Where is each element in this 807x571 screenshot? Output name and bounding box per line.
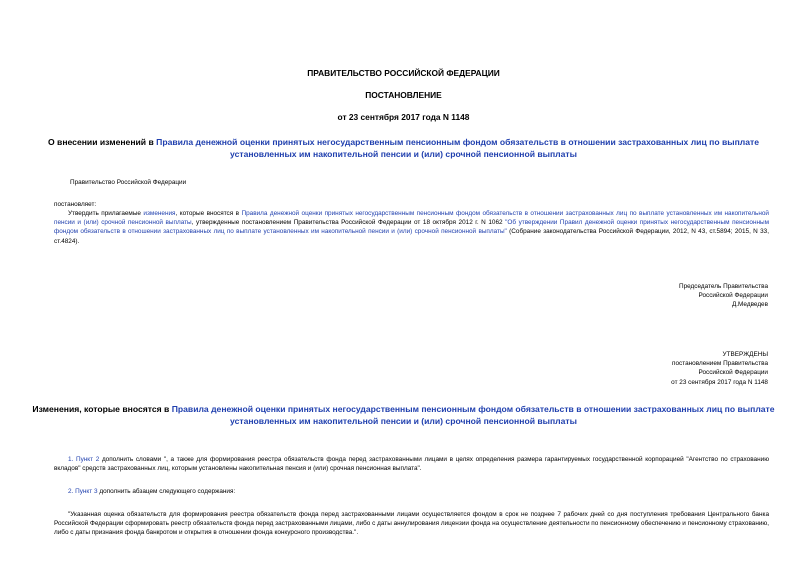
document-date: от 23 сентября 2017 года N 1148 xyxy=(337,112,470,122)
issuer: Правительство Российской Федерации xyxy=(70,179,187,186)
title-prefix: О внесении изменений в xyxy=(47,137,157,147)
p1-text-a: Утвердить прилагаемые xyxy=(68,210,144,217)
item1-text: дополнить словами ", а также для формирования реестра обязательств фонда перед застрахованными лицами в целях определения размера гарантируемых государственной корпорацией "Агентство по страхованию вкладов" средств застрахованных лиц, которым установлены накопительная пенсия и (или) срочная пенсионная выплата". xyxy=(54,456,769,473)
resolves-label: постановляет: xyxy=(54,201,97,208)
approved-label: УТВЕРЖДЕНЫ xyxy=(722,351,768,358)
signature-name: Д.Медведев xyxy=(731,301,768,309)
resolution-paragraph xyxy=(54,209,769,246)
signature-title: Председатель Правительства xyxy=(679,283,768,290)
changes-link[interactable]: изменения xyxy=(143,210,176,217)
change-item-1 xyxy=(54,455,769,473)
inserted-paragraph: "Указанная оценка обязательств для формирования реестра обязательств фонда перед застрахованными лицами осуществляется фондом в срок не позднее 7 рабочих дней со дня поступления требования Центрального банка Российской Федерации сформировать реестр обязательств фонда перед застрахованными лицами, либо с даты аннулирования лицензии фонда на осуществление деятельности по пенсионному обеспечению и пенсионному страхованию, либо с даты признания фонда банкротом и открытия в отношении фонда конкурсного производства.". xyxy=(54,511,769,537)
approved-block xyxy=(528,350,768,387)
approved-date: от 23 сентября 2017 года N 1148 xyxy=(671,378,768,386)
p1-text-b: , которые вносятся в xyxy=(175,210,242,217)
item2-link[interactable]: 2. Пункт 3 xyxy=(68,488,98,495)
p1-text-c: , утвержденные постановлением Правительства Российской Федерации от 18 октября 2012 г. N 1062 xyxy=(191,219,506,227)
approved-country: Российской Федерации xyxy=(698,369,768,377)
changes-rules-link[interactable]: Правила денежной оценки принятых негосударственным пенсионным фондом обязательств в отношении застрахованных лиц по выплате установленных им накопительной пенсии и (или) срочной пенсионной выплаты xyxy=(171,404,775,426)
rules-link[interactable]: Правила денежной оценки принятых негосударственным пенсионным фондом обязательств в отношении застрахованных лиц по выплате установленных им накопительной пенсии и (или) срочной пенсионной выплаты xyxy=(156,137,760,159)
changes-title xyxy=(30,403,777,427)
government-header: ПРАВИТЕЛЬСТВО РОССИЙСКОЙ ФЕДЕРАЦИИ xyxy=(307,68,500,78)
document-type: ПОСТАНОВЛЕНИЕ xyxy=(365,90,442,100)
change-item-2 xyxy=(68,487,235,496)
signature-block xyxy=(528,282,768,310)
changes-title-prefix: Изменения, которые вносятся в xyxy=(32,404,172,414)
item1-link[interactable]: 1. Пункт 2 xyxy=(68,456,100,463)
rules-link-2[interactable]: Правила денежной оценки принятых негосударственным пенсионным фондом обязательств в отношении застрахованных лиц по выплате установленных им накопительной пенсии и (или) срочной пенсионной выплаты xyxy=(54,210,769,227)
resolution-title xyxy=(30,136,777,160)
approved-by: постановлением Правительства xyxy=(672,360,768,368)
p1-text-d: (Собрание законодательства Российской Федерации, 2012, N 43, ст.5894; 2015, N 33, ст.4824). xyxy=(54,228,769,245)
item2-text: дополнить абзацем следующего содержания: xyxy=(97,488,236,495)
signature-country: Российской Федерации xyxy=(698,292,768,300)
decree-1062-link[interactable]: "Об утверждении Правил денежной оценки принятых негосударственным пенсионным фондом обязательств в отношении застрахованных лиц по выплате установленных им накопительной пенсии и (или) срочной пенсионной выплаты" xyxy=(54,219,769,236)
